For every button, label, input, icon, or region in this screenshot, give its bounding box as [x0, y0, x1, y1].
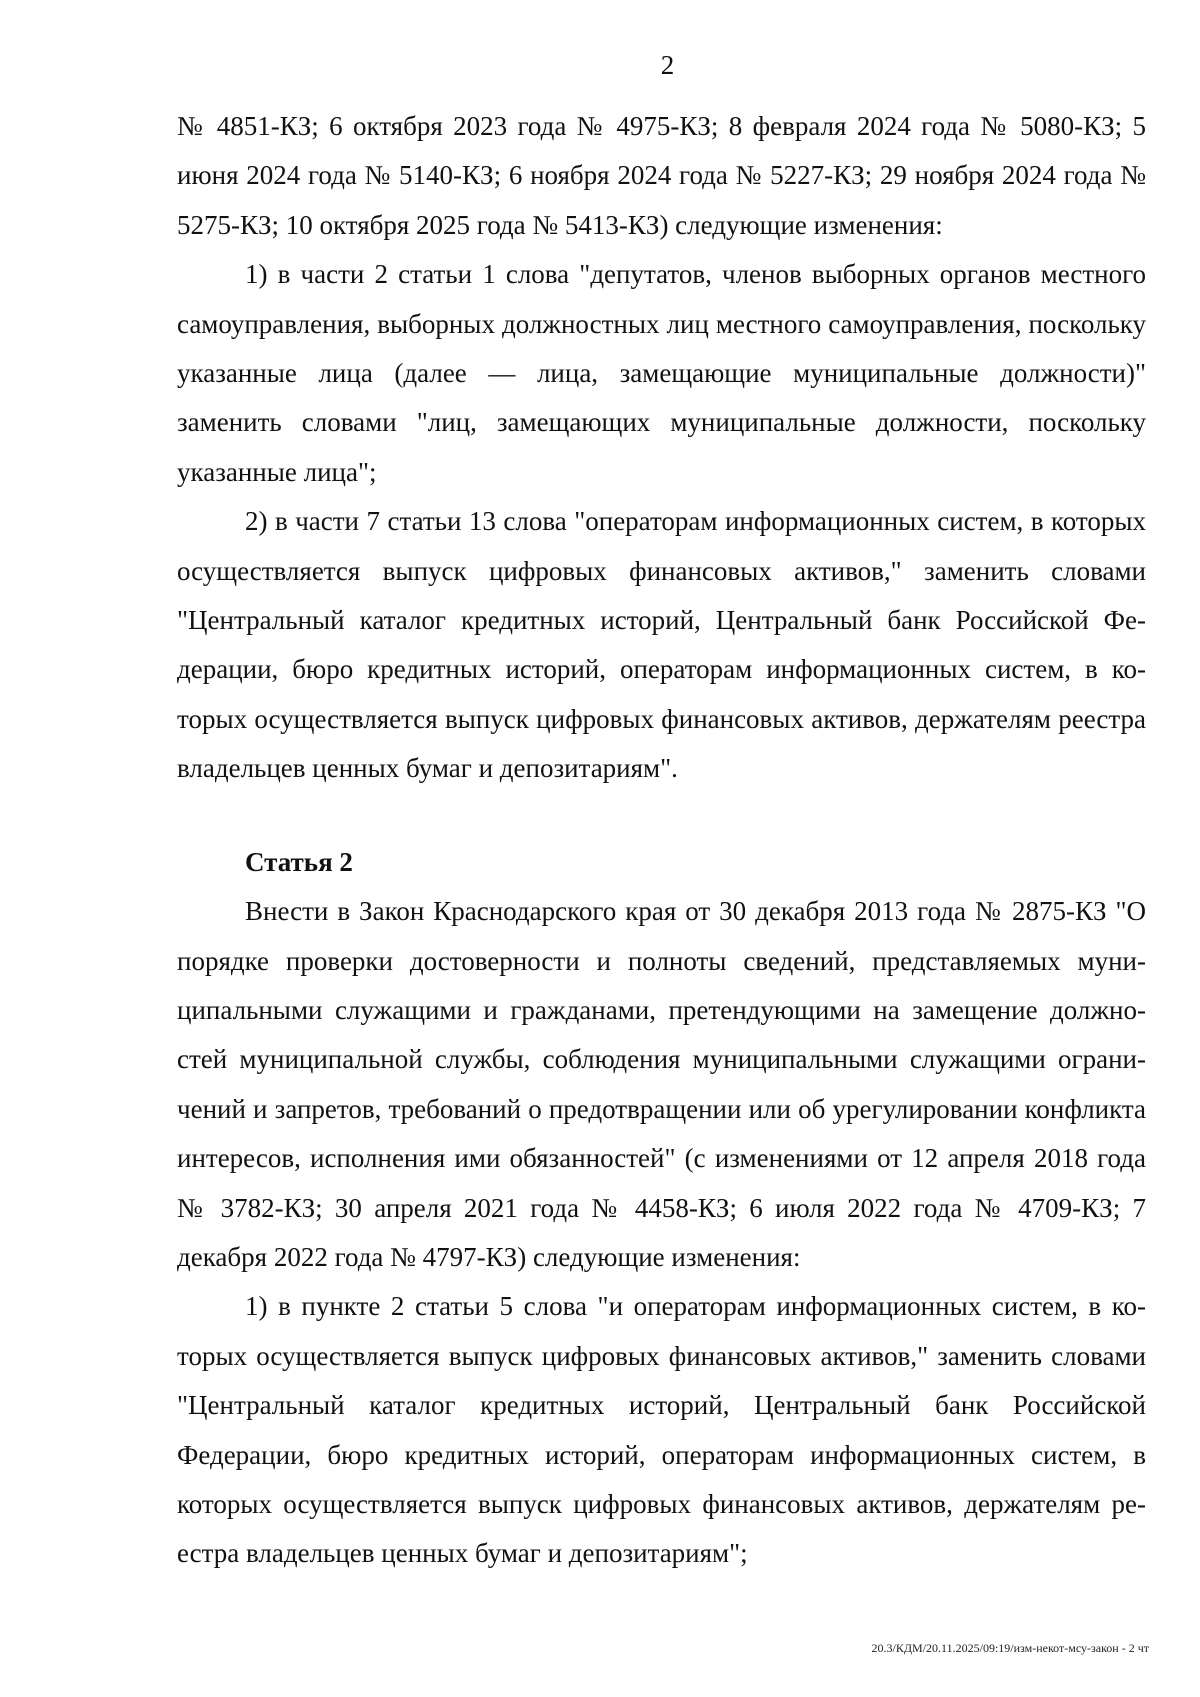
article2-heading: Статья 2: [245, 846, 353, 877]
footer-file-stamp: 20.3/КДМ/20.11.2025/09:19/изм-некот-мсу-закон - 2 чт: [871, 1641, 1149, 1655]
page-number: 2: [660, 50, 675, 80]
article2-intro: Внести в Закон Краснодарского края от 30 декабря 2013 года № 2875-КЗ "О порядке проверки достоверности и полноты сведений, представляемых муниципальными служащими и гражданами, претендующими на замещение должностей муниципальной службы, соблюдения муниципальными служащими ограничений и запретов, требований о предотвращении или об урегулировании конфликта интересов, исполнения ими обязанностей" (с изменениями от 12 апреля 2018 года № 3782-КЗ; 30 апреля 2021 года № 4458-КЗ; 6 июля 2022 года № 4709-КЗ; 7 декабря 2022 года № 4797-КЗ) следующие изменения:: [177, 896, 1146, 1272]
article1-item2: 2) в части 7 статьи 13 слова "операторам информационных систем, в которых осуществляется выпуск цифровых финансовых активов," заменить словами "Центральный каталог кредитных историй, Центральный банк Российской Федерации, бюро кредитных историй, операторам информационных систем, в которых осуществляется выпуск цифровых финансовых активов, держателям реестра владельцев ценных бумаг и депозитариям".: [177, 506, 1146, 784]
article1-continuation: № 4851-КЗ; 6 октября 2023 года № 4975-КЗ; 8 февраля 2024 года № 5080-КЗ; 5 июня 2024 года № 5140-КЗ; 6 ноября 2024 года № 5227-КЗ; 29 ноября 2024 года № 5275-КЗ; 10 октября 2025 года № 5413-КЗ) следующие изменения:: [177, 111, 1146, 240]
article1-item1: 1) в части 2 статьи 1 слова "депутатов, членов выборных органов местного самоуправления, выборных должностных лиц местного самоуправления, поскольку указанные лица (далее — лица, замещающие муниципальные должности)" заменить словами "лиц, замещающих муниципальные должности, поскольку указанные лица";: [177, 259, 1146, 487]
article2-item1: 1) в пункте 2 статьи 5 слова "и операторам информационных систем, в которых осуществляется выпуск цифровых финансовых активов," заменить словами "Центральный каталог кредитных историй, Центральный банк Российской Федерации, бюро кредитных историй, операторам информационных систем, в которых осуществляется выпуск цифровых финансовых активов, держателям реестра владельцев ценных бумаг и депозитариям";: [177, 1291, 1146, 1569]
document-body: [177, 102, 1146, 1579]
